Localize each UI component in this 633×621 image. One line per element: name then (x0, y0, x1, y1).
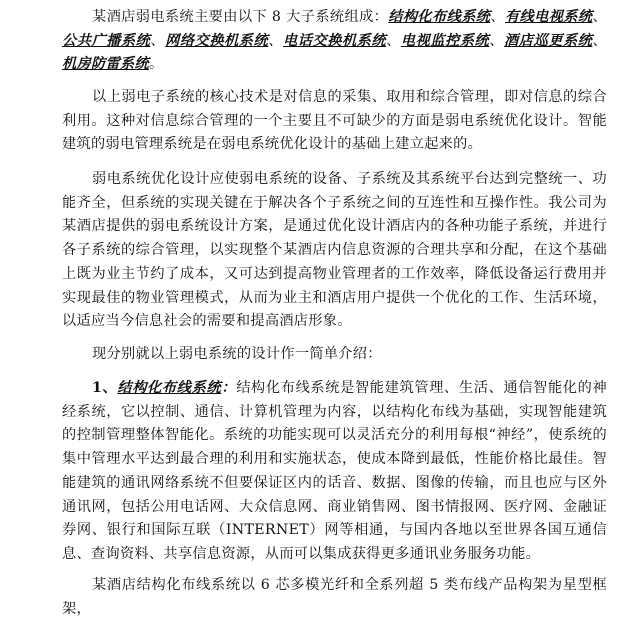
system-structured-cabling: 结构化布线系统 (388, 9, 491, 25)
intro-text: 某酒店弱电系统主要由以下 8 大子系统组成： (92, 9, 389, 25)
separator: 、 (489, 32, 505, 49)
section-number: 1、 (92, 380, 118, 396)
system-network-switch: 网络交换机系统 (165, 32, 269, 49)
separator: 、 (150, 32, 166, 49)
system-cctv: 电视监控系统 (400, 32, 490, 49)
system-lightning-protection: 机房防雷系统 (62, 56, 149, 73)
period: 。 (148, 56, 164, 73)
separator: 、 (490, 9, 505, 25)
cabling-detail-paragraph: 某酒店结构化布线系统以 6 芯多模光纤和全系列超 5 类布线产品构架为星型框架， (62, 577, 607, 617)
system-cable-tv: 有线电视系统 (504, 9, 593, 25)
section-title: 结构化布线系统 (117, 380, 222, 396)
core-tech-paragraph: 以上弱电子系统的核心技术是对信息的采集、取用和综合管理，即对信息的综合利用。这种对信息综合管理的一个主要且不可缺少的方面是弱电系统优化设计。智能建筑的弱电管理系统是在弱电系统优化设计的基础上建立起来的。 (62, 89, 607, 153)
system-telephone-exchange: 电话交换机系统 (283, 32, 387, 49)
section-1-paragraph (62, 377, 607, 567)
separator: 、 (268, 32, 284, 49)
intro-paragraph (62, 6, 607, 77)
system-public-broadcast: 公共广播系统 (62, 32, 151, 49)
section-colon: ： (221, 380, 237, 396)
system-patrol: 酒店巡更系统 (504, 32, 593, 49)
optimization-paragraph: 弱电系统优化设计应使弱电系统的设备、子系统及其系统平台达到完整统一、功能齐全，但系统的实现关键在于解决各个子系统之间的互连性和互操作性。我公司为某酒店提供的弱电系统设计方案，是通过优化设计酒店内的各种功能子系统，并进行各子系统的综合管理，以实现整个某酒店内信息资源的合理共享和分配，在这个基础上既为业主节约了成本，又可达到提高物业管理者的工作效率，降低设备运行费用并实现最佳的物业管理模式，从而为业主和酒店用户提供一个优化的工作、生活环境，以适应当今信息社会的需要和提高酒店形象。 (62, 171, 607, 330)
separator: 、 (592, 32, 607, 49)
introduction-lead-paragraph: 现分别就以上弱电系统的设计作一简单介绍： (92, 346, 382, 362)
separator: 、 (592, 9, 607, 25)
section-body: 结构化布线系统是智能建筑管理、生活、通信智能化的神经系统，它以控制、通信、计算机管理为内容，以结构化布线为基础，实现智能建筑的控制管理整体智能化。系统的功能实现可以灵活充分的利用每根“神经”，使系统的集中管理水平达到最合理的利用和实施状态，使成本降到最低，性能价格比最佳。智能建筑的通讯网络系统不但要保证区内的话音、数据、图像的传输，而且也应与区外通讯网，包括公用电话网、大众信息网、商业销售网、图书情报网、医疗网、金融证券网、银行和国际互联（INTERNET）网等相通，与国内各地以至世界各国互通信息、查询资料、共享信息资源，从而可以集成获得更多通讯业务服务功能。 (62, 380, 607, 562)
separator: 、 (386, 32, 401, 49)
